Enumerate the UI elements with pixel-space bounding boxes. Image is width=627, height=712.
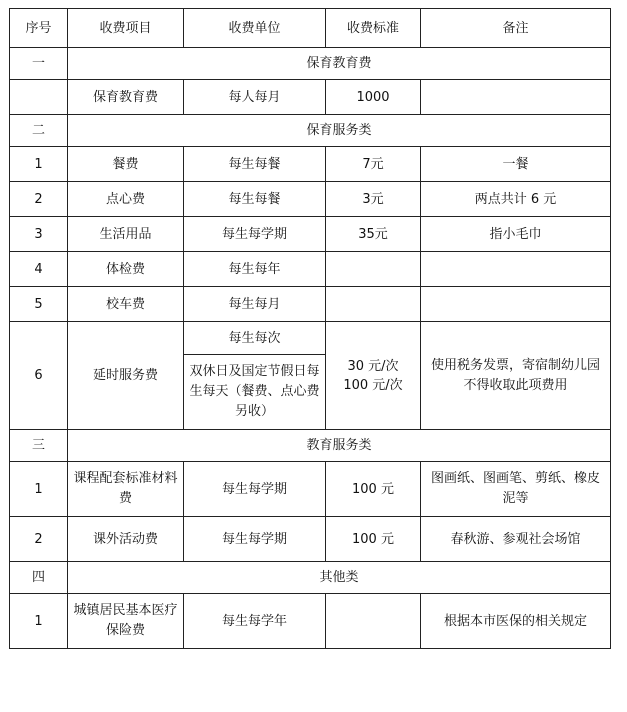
section-row	[10, 430, 611, 462]
header-seq: 序号	[10, 9, 68, 48]
section-title: 保育服务类	[68, 115, 611, 147]
header-note: 备注	[421, 9, 611, 48]
row-note: 指小毛巾	[421, 217, 611, 252]
delay-standard-per-time: 30 元/次	[347, 358, 399, 374]
row-unit: 每生每学期	[184, 517, 326, 562]
delay-standard	[326, 322, 421, 430]
row-standard	[326, 594, 421, 649]
row-item: 点心费	[68, 182, 184, 217]
row-standard: 100 元	[326, 462, 421, 517]
row-unit: 每生每学期	[184, 462, 326, 517]
table-row	[10, 217, 611, 252]
row-number: 1	[10, 462, 68, 517]
table-row	[10, 80, 611, 115]
header-item: 收费项目	[68, 9, 184, 48]
row-number: 5	[10, 287, 68, 322]
table-row	[10, 287, 611, 322]
row-item: 延时服务费	[68, 322, 184, 430]
table-row	[10, 182, 611, 217]
section-title: 保育教育费	[68, 48, 611, 80]
row-unit: 每生每月	[184, 287, 326, 322]
header-standard: 收费标准	[326, 9, 421, 48]
row-item: 餐费	[68, 147, 184, 182]
delay-service-row-top	[10, 322, 611, 355]
row-standard: 7元	[326, 147, 421, 182]
section-title: 教育服务类	[68, 430, 611, 462]
row-unit: 每生每学期	[184, 217, 326, 252]
header-row	[10, 9, 611, 48]
delay-unit-per-time: 每生每次	[184, 322, 326, 355]
section-title: 其他类	[68, 562, 611, 594]
row-unit: 每生每学年	[184, 594, 326, 649]
delay-note: 使用税务发票，寄宿制幼儿园不得收取此项费用	[421, 322, 611, 430]
row-item: 课外活动费	[68, 517, 184, 562]
section-number: 三	[10, 430, 68, 462]
row-standard	[326, 252, 421, 287]
row-unit: 每人每月	[184, 80, 326, 115]
row-standard: 35元	[326, 217, 421, 252]
delay-standard-holiday: 100 元/次	[343, 377, 403, 393]
section-number: 四	[10, 562, 68, 594]
section-number: 二	[10, 115, 68, 147]
row-note: 根据本市医保的相关规定	[421, 594, 611, 649]
table-row	[10, 517, 611, 562]
row-number: 1	[10, 147, 68, 182]
row-item: 校车费	[68, 287, 184, 322]
row-item: 城镇居民基本医疗保险费	[68, 594, 184, 649]
row-number: 1	[10, 594, 68, 649]
section-row	[10, 48, 611, 80]
row-number: 4	[10, 252, 68, 287]
row-number: 3	[10, 217, 68, 252]
table-row	[10, 594, 611, 649]
row-note	[421, 287, 611, 322]
row-number: 6	[10, 322, 68, 430]
row-number: 2	[10, 517, 68, 562]
header-unit: 收费单位	[184, 9, 326, 48]
row-standard: 100 元	[326, 517, 421, 562]
row-number: 2	[10, 182, 68, 217]
table-row	[10, 252, 611, 287]
section-number: 一	[10, 48, 68, 80]
section-row	[10, 562, 611, 594]
section-row	[10, 115, 611, 147]
row-unit: 每生每年	[184, 252, 326, 287]
table-row	[10, 462, 611, 517]
row-standard	[326, 287, 421, 322]
row-note	[421, 252, 611, 287]
table-row	[10, 147, 611, 182]
row-note: 两点共计 6 元	[421, 182, 611, 217]
row-note: 一餐	[421, 147, 611, 182]
row-unit: 每生每餐	[184, 147, 326, 182]
row-standard: 1000	[326, 80, 421, 115]
delay-unit-holiday: 双休日及国定节假日每生每天（餐费、点心费另收）	[184, 355, 326, 430]
row-item: 生活用品	[68, 217, 184, 252]
row-number	[10, 80, 68, 115]
row-note: 图画纸、图画笔、剪纸、橡皮泥等	[421, 462, 611, 517]
row-note: 春秋游、参观社会场馆	[421, 517, 611, 562]
row-standard: 3元	[326, 182, 421, 217]
row-item: 课程配套标准材料费	[68, 462, 184, 517]
row-item: 保育教育费	[68, 80, 184, 115]
row-note	[421, 80, 611, 115]
fee-table	[9, 8, 611, 649]
row-item: 体检费	[68, 252, 184, 287]
row-unit: 每生每餐	[184, 182, 326, 217]
